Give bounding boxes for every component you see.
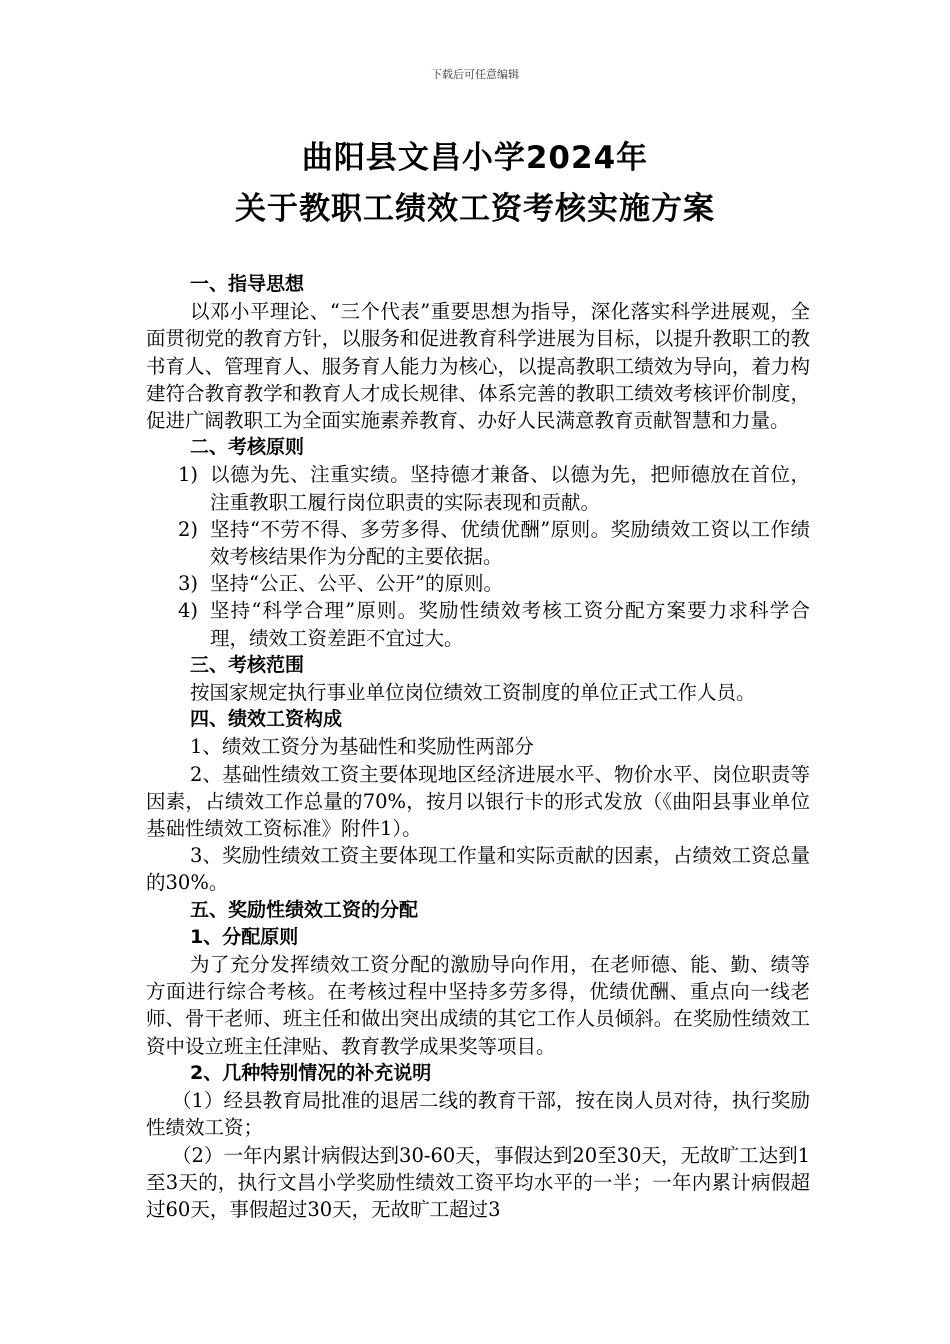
paragraph-composition-2: 2、基础性绩效工资主要体现地区经济进展水平、物价水平、岗位职责等因素，占绩效工作总量的70%，按月以银行卡的形式发放（《曲阳县事业单位基础性绩效工资标准》附件1）。: [146, 762, 810, 841]
section-heading-distribution: 五、奖励性绩效工资的分配: [190, 898, 419, 921]
list-item-number: 4): [178, 599, 199, 623]
paragraph-special-case-2: （2）一年内累计病假达到30-60天，事假达到20至30天，无故旷工达到1至3天的，执行文昌小学奖励性绩效工资平均水平的一半；一年内累计病假超过60天，事假超过30天，无故旷工超过3: [146, 1143, 810, 1221]
section-heading-guiding-ideology: 一、指导思想: [190, 273, 305, 295]
list-item: [146, 461, 810, 515]
list-item-text: 坚持“科学合理”原则。奖励性绩效考核工资分配方案要力求科学合理，绩效工资差距不宜过大。: [210, 599, 810, 650]
header-note: 下载后可任意编辑: [431, 68, 519, 81]
section-heading-principles: 二、考核原则: [190, 436, 305, 459]
subsection-heading-distribution-principle: 1、分配原则: [190, 925, 299, 948]
paragraph-composition-1: 1、绩效工资分为基础性和奖励性两部分: [190, 735, 534, 759]
paragraph-special-case-1: （1）经县教育局批准的退居二线的教育干部，按在岗人员对待，执行奖励性绩效工资；: [146, 1089, 810, 1140]
list-item-text: 坚持“公正、公平、公开”的原则。: [210, 572, 503, 596]
document-title-line2: 关于教职工绩效工资考核实施方案: [235, 191, 715, 227]
document-title-line1: 曲阳县文昌小学2024年: [301, 140, 649, 176]
paragraph-scope: 按国家规定执行事业单位岗位绩效工资制度的单位正式工作人员。: [190, 681, 756, 705]
list-item-text: 以德为先、注重实绩。坚持德才兼备、以德为先，把师德放在首位，注重教职工履行岗位职责的实际表现和贡献。: [210, 463, 810, 514]
list-item-number: 1): [178, 463, 199, 487]
paragraph-distribution-principle: 为了充分发挥绩效工资分配的激励导向作用，在老师德、能、勤、绩等方面进行综合考核。在考核过程中坚持多劳多得，优绩优酬、重点向一线老师、骨干老师、班主任和做出突出成绩的其它工作人员倾斜。在奖励性绩效工资中设立班主任津贴、教育教学成果奖等项目。: [146, 953, 810, 1058]
subsection-heading-special-cases: 2、几种特别情况的补充说明: [190, 1061, 432, 1084]
list-item-text: 坚持“不劳不得、多劳多得、优绩优酬”原则。奖励绩效工资以工作绩效考核结果作为分配的主要依据。: [210, 517, 810, 569]
list-item: [146, 597, 810, 651]
list-item: [146, 516, 810, 570]
section-heading-composition: 四、绩效工资构成: [190, 708, 343, 731]
paragraph-guiding-ideology: 以邓小平理论、“三个代表”重要思想为指导，深化落实科学进展观，全面贯彻党的教育方针，以服务和促进教育科学进展为目标，以提升教职工的教书育人、管理育人、服务育人能力为核心，以提高教职工绩效为导向，着力构建符合教育教学和教育人才成长规律、体系完善的教职工绩效考核评价制度，促进广阔教职工为全面实施素养教育、办好人民满意教育贡献智慧和力量。: [146, 300, 810, 433]
list-item: [146, 570, 810, 597]
list-item-number: 2): [178, 517, 199, 541]
paragraph-composition-3: 3、奖励性绩效工资主要体现工作量和实际贡献的因素，占绩效工资总量的30%。: [146, 844, 810, 895]
document-body: [146, 271, 810, 1223]
section-heading-scope: 三、考核范围: [190, 653, 305, 676]
list-item-number: 3): [178, 572, 199, 596]
